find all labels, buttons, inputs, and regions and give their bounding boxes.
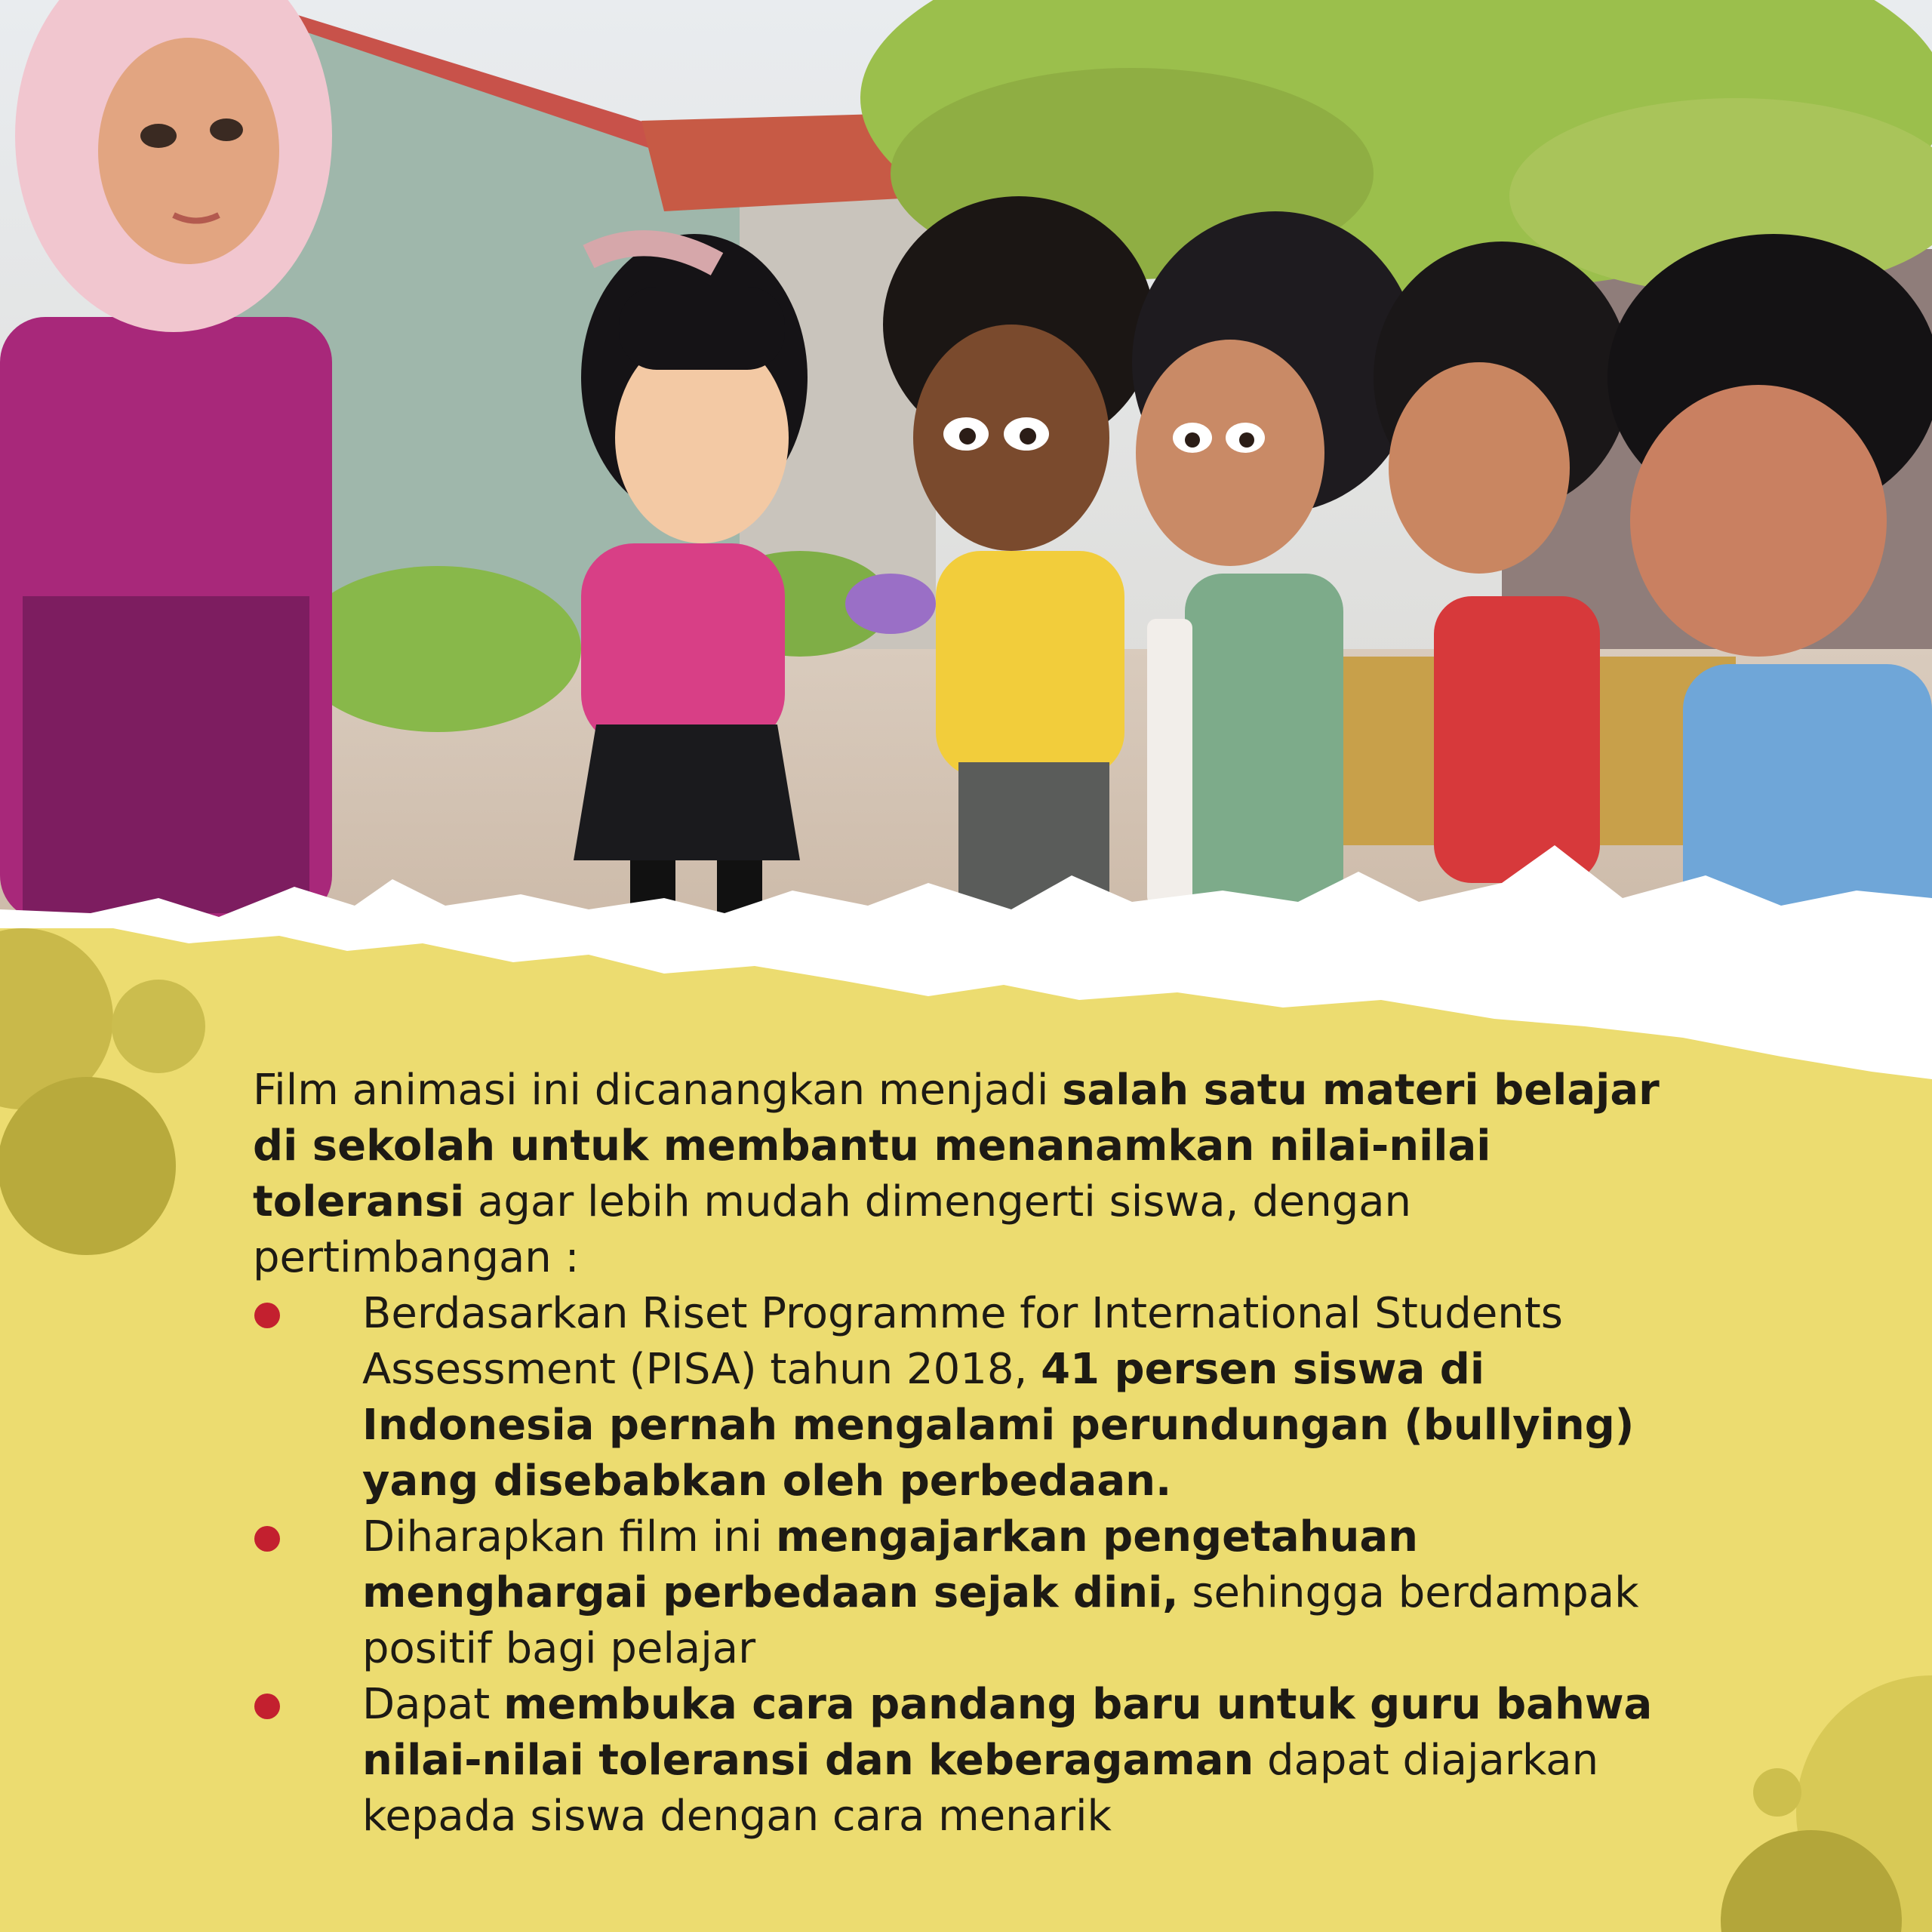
bullet-dot (254, 1303, 280, 1328)
bullet-dot (254, 1526, 280, 1552)
list-item (253, 1509, 1717, 1677)
intro-text-2: agar lebih mudah dimengerti siswa, dengan pertimbangan : (253, 1177, 1412, 1282)
item-bold: 41 persen siswa di Indonesia pernah mengalami perundungan (bullying) yang disebabkan oleh perbedaan. (362, 1345, 1635, 1506)
intro-bold: salah satu materi belajar di sekolah untuk membantu menanamkan nilai-nilai toleransi (253, 1066, 1660, 1226)
item-bold: mengajarkan pengetahuan menghargai perbedaan sejak dini, (362, 1512, 1419, 1617)
list-item (253, 1286, 1717, 1509)
torn-paper-edge (0, 830, 1932, 1102)
item-bold: membuka cara pandang baru untuk guru bahwa nilai-nilai toleransi dan keberagaman (362, 1680, 1653, 1785)
bullet-dot (254, 1694, 280, 1719)
intro-text-1: Film animasi ini dicanangkan menjadi (253, 1066, 1063, 1115)
item-text: sehingga berdampak positif bagi pelajar (362, 1568, 1639, 1673)
list-item (253, 1677, 1717, 1844)
item-text: Diharapkan film ini (362, 1512, 777, 1561)
item-text: dapat diajarkan kepada siswa dengan cara menarik (362, 1736, 1599, 1841)
item-text: Dapat (362, 1680, 504, 1729)
item-text: Berdasarkan Riset Programme for International Students Assessment (PISA) tahun 2018, (362, 1289, 1563, 1394)
text-content (253, 1063, 1717, 1844)
intro-paragraph (253, 1063, 1717, 1286)
considerations-list (253, 1286, 1717, 1844)
